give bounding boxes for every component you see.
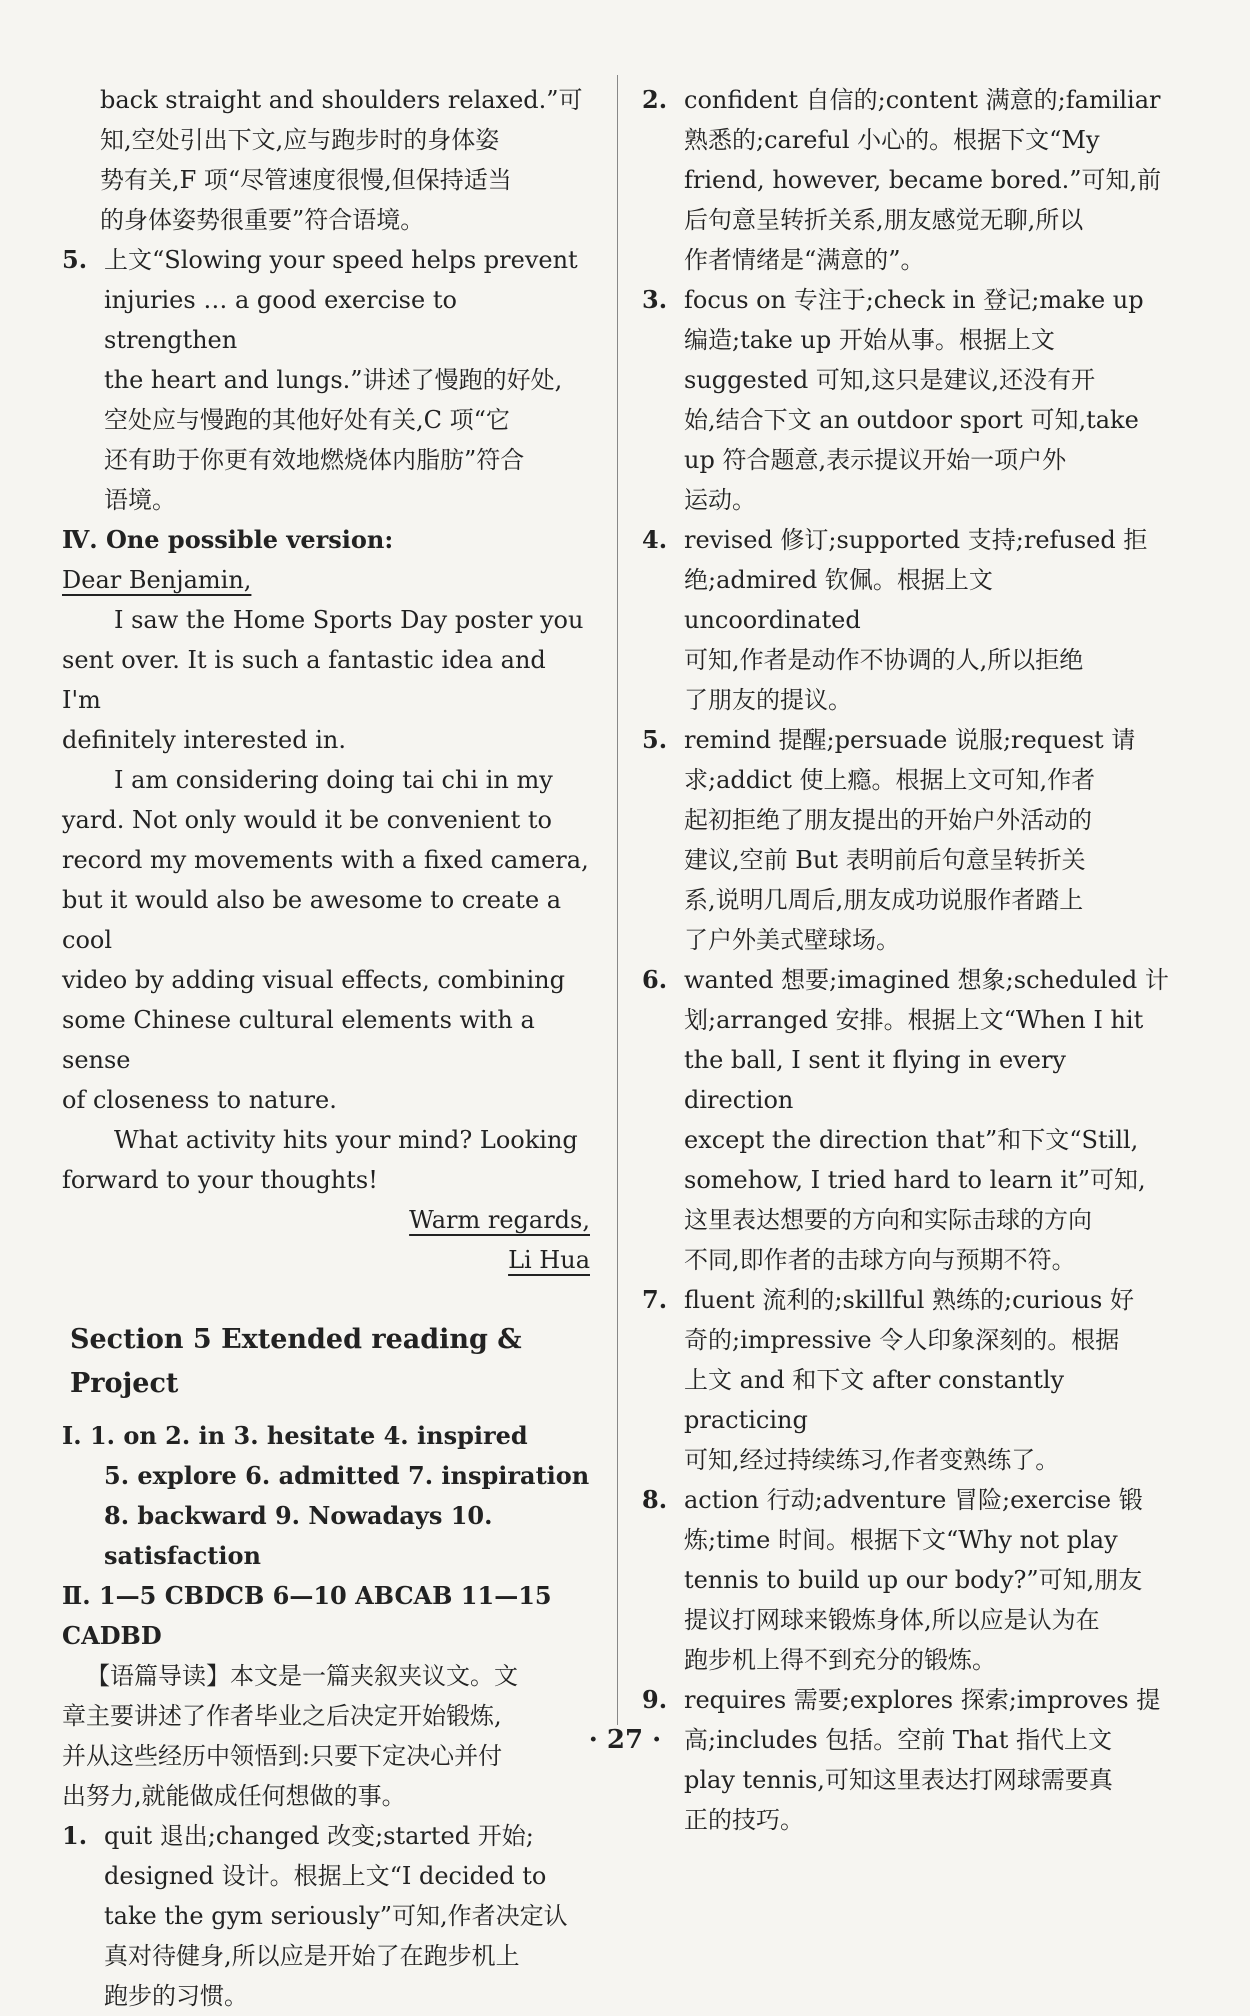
text-line: 提议打网球来锻炼身体,所以应是认为在 <box>684 1606 1100 1634</box>
text-line: fluent 流利的;skillful 熟练的;curious 好 <box>684 1286 1134 1314</box>
answer-item-9 <box>642 1680 1172 1840</box>
text-line: somehow, I tried hard to learn it”可知, <box>684 1166 1146 1194</box>
text-line: 语境。 <box>104 486 176 514</box>
text-line: confident 自信的;content 满意的;familiar <box>684 86 1161 114</box>
item-number: 6. <box>642 965 668 994</box>
text-line: designed 设计。根据上文“I decided to <box>104 1862 547 1890</box>
text-line: tennis to build up our body?”可知,朋友 <box>684 1566 1143 1594</box>
text-line: 跑步机上得不到充分的锻炼。 <box>684 1646 996 1674</box>
text-line: 奇的;impressive 令人印象深刻的。根据 <box>684 1326 1120 1354</box>
text-line: 这里表达想要的方向和实际击球的方向 <box>684 1206 1092 1234</box>
text-line: 知,空处引出下文,应与跑步时的身体姿 <box>100 126 500 154</box>
item-number: 5. <box>62 245 88 274</box>
text-line: definitely interested in. <box>62 726 346 754</box>
item-number: 4. <box>642 525 668 554</box>
answer-item-5 <box>642 720 1172 960</box>
item4-continuation <box>62 80 590 240</box>
item-number: 8. <box>642 1485 668 1514</box>
text-line: 运动。 <box>684 486 756 514</box>
text-line: 划;arranged 安排。根据上文“When I hit <box>684 1006 1144 1034</box>
answer-item-4 <box>642 520 1172 720</box>
text-line: 跑步的习惯。 <box>104 1982 248 2010</box>
section-iv-heading: Ⅳ. One possible version: <box>62 525 394 554</box>
text-line: sent over. It is such a fantastic idea and I'm <box>62 646 546 714</box>
text-line: the heart and lungs.”讲述了慢跑的好处, <box>104 366 563 394</box>
letter-closing: Warm regards, <box>409 1206 590 1234</box>
item-number: 3. <box>642 285 668 314</box>
text-line: 始,结合下文 an outdoor sport 可知,take <box>684 406 1139 434</box>
text-line: suggested 可知,这只是建议,还没有开 <box>684 366 1096 394</box>
text-line: 求;addict 使上瘾。根据上文可知,作者 <box>684 766 1096 794</box>
text-line: but it would also be awesome to create a cool <box>62 886 562 954</box>
text-line: 的身体姿势很重要”符合语境。 <box>100 206 425 234</box>
text-line: 了朋友的提议。 <box>684 686 852 714</box>
text-line: I saw the Home Sports Day poster you <box>114 606 584 634</box>
text-line: 正的技巧。 <box>684 1806 804 1834</box>
text-line: 作者情绪是“满意的”。 <box>684 246 925 274</box>
text-line: action 行动;adventure 冒险;exercise 锻 <box>684 1486 1143 1514</box>
answer-item-1 <box>62 1816 590 2016</box>
text-line: of closeness to nature. <box>62 1086 337 1114</box>
text-line: back straight and shoulders relaxed.”可 <box>100 86 583 114</box>
text-line: requires 需要;explores 探索;improves 提 <box>684 1686 1161 1714</box>
text-line: injuries … a good exercise to strengthen <box>104 286 457 354</box>
text-line: 熟悉的;careful 小心的。根据下文“My <box>684 126 1100 154</box>
item-number: 2. <box>642 85 668 114</box>
text-line: some Chinese cultural elements with a sense <box>62 1006 535 1074</box>
text-line: 炼;time 时间。根据下文“Why not play <box>684 1526 1118 1554</box>
item-number: 9. <box>642 1685 668 1714</box>
section-i-line: 8. backward 9. Nowadays 10. satisfaction <box>104 1501 493 1570</box>
text-line: What activity hits your mind? Looking <box>114 1126 578 1154</box>
text-line: record my movements with a fixed camera, <box>62 846 589 874</box>
text-line: 章主要讲述了作者毕业之后决定开始锻炼, <box>62 1702 502 1730</box>
text-line: forward to your thoughts! <box>62 1166 378 1194</box>
text-line: 真对待健身,所以应是开始了在跑步机上 <box>104 1942 520 1970</box>
text-line: up 符合题意,表示提议开始一项户外 <box>684 446 1067 474</box>
letter-paragraph-1 <box>62 600 590 760</box>
letter-greeting: Dear Benjamin, <box>62 566 252 594</box>
answer-item-2 <box>642 80 1172 280</box>
text-line: 【语篇导读】本文是一篇夹叙夹议文。文 <box>86 1662 518 1690</box>
text-line: wanted 想要;imagined 想象;scheduled 计 <box>684 966 1169 994</box>
item-number: 1. <box>62 1821 88 1850</box>
text-line: 出努力,就能做成任何想做的事。 <box>62 1782 406 1810</box>
page-number: · 27 · <box>588 1725 662 1755</box>
text-line: 系,说明几周后,朋友成功说服作者踏上 <box>684 886 1084 914</box>
column-divider <box>617 75 618 1725</box>
section-i-line: 5. explore 6. admitted 7. inspiration <box>104 1461 590 1490</box>
answer-item-6 <box>642 960 1172 1280</box>
text-line: remind 提醒;persuade 说服;request 请 <box>684 726 1136 754</box>
answer-item-3 <box>642 280 1172 520</box>
section-ii-answers: Ⅱ. 1—5 CBDCB 6—10 ABCAB 11—15 CADBD <box>62 1581 552 1650</box>
letter-paragraph-2 <box>62 760 590 1120</box>
answer-item-8 <box>642 1480 1172 1680</box>
text-line: the ball, I sent it flying in every direction <box>684 1046 1066 1114</box>
text-line: video by adding visual effects, combining <box>62 966 565 994</box>
text-line: 上文 and 和下文 after constantly practicing <box>684 1366 1065 1434</box>
text-line: 可知,经过持续练习,作者变熟练了。 <box>684 1446 1060 1474</box>
text-line: 势有关,F 项“尽管速度很慢,但保持适当 <box>100 166 512 194</box>
letter-paragraph-3 <box>62 1120 590 1200</box>
right-column <box>642 80 1172 1840</box>
text-line: quit 退出;changed 改变;started 开始; <box>104 1822 534 1850</box>
text-line: take the gym seriously”可知,作者决定认 <box>104 1902 568 1930</box>
text-line: 还有助于你更有效地燃烧体内脂肪”符合 <box>104 446 525 474</box>
text-line: I am considering doing tai chi in my <box>114 766 553 794</box>
text-line: play tennis,可知这里表达打网球需要真 <box>684 1766 1113 1794</box>
text-line: 不同,即作者的击球方向与预期不符。 <box>684 1246 1076 1274</box>
item-number: 7. <box>642 1285 668 1314</box>
section-title: Section 5 Extended reading & Project <box>70 1324 522 1399</box>
text-line: except the direction that”和下文“Still, <box>684 1126 1139 1154</box>
text-line: 高;includes 包括。空前 That 指代上文 <box>684 1726 1112 1754</box>
letter-signature: Li Hua <box>508 1246 590 1274</box>
text-line: 上文“Slowing your speed helps prevent <box>104 246 578 274</box>
text-line: 后句意呈转折关系,朋友感觉无聊,所以 <box>684 206 1084 234</box>
text-line: yard. Not only would it be convenient to <box>62 806 552 834</box>
text-line: 编造;take up 开始从事。根据上文 <box>684 326 1055 354</box>
text-line: 可知,作者是动作不协调的人,所以拒绝 <box>684 646 1084 674</box>
text-line: 了户外美式壁球场。 <box>684 926 900 954</box>
text-line: 绝;admired 钦佩。根据上文 uncoordinated <box>684 566 993 634</box>
item-number: 5. <box>642 725 668 754</box>
text-line: 起初拒绝了朋友提出的开始户外活动的 <box>684 806 1092 834</box>
text-line: 空处应与慢跑的其他好处有关,C 项“它 <box>104 406 510 434</box>
text-line: 并从这些经历中领悟到:只要下定决心并付 <box>62 1742 503 1770</box>
section-i-line: Ⅰ. 1. on 2. in 3. hesitate 4. inspired <box>62 1421 528 1450</box>
answer-item-7 <box>642 1280 1172 1480</box>
text-line: focus on 专注于;check in 登记;make up <box>684 286 1144 314</box>
answer-item-5 <box>62 240 590 520</box>
text-line: friend, however, became bored.”可知,前 <box>684 166 1162 194</box>
text-line: revised 修订;supported 支持;refused 拒 <box>684 526 1148 554</box>
text-line: 建议,空前 But 表明前后句意呈转折关 <box>684 846 1086 874</box>
